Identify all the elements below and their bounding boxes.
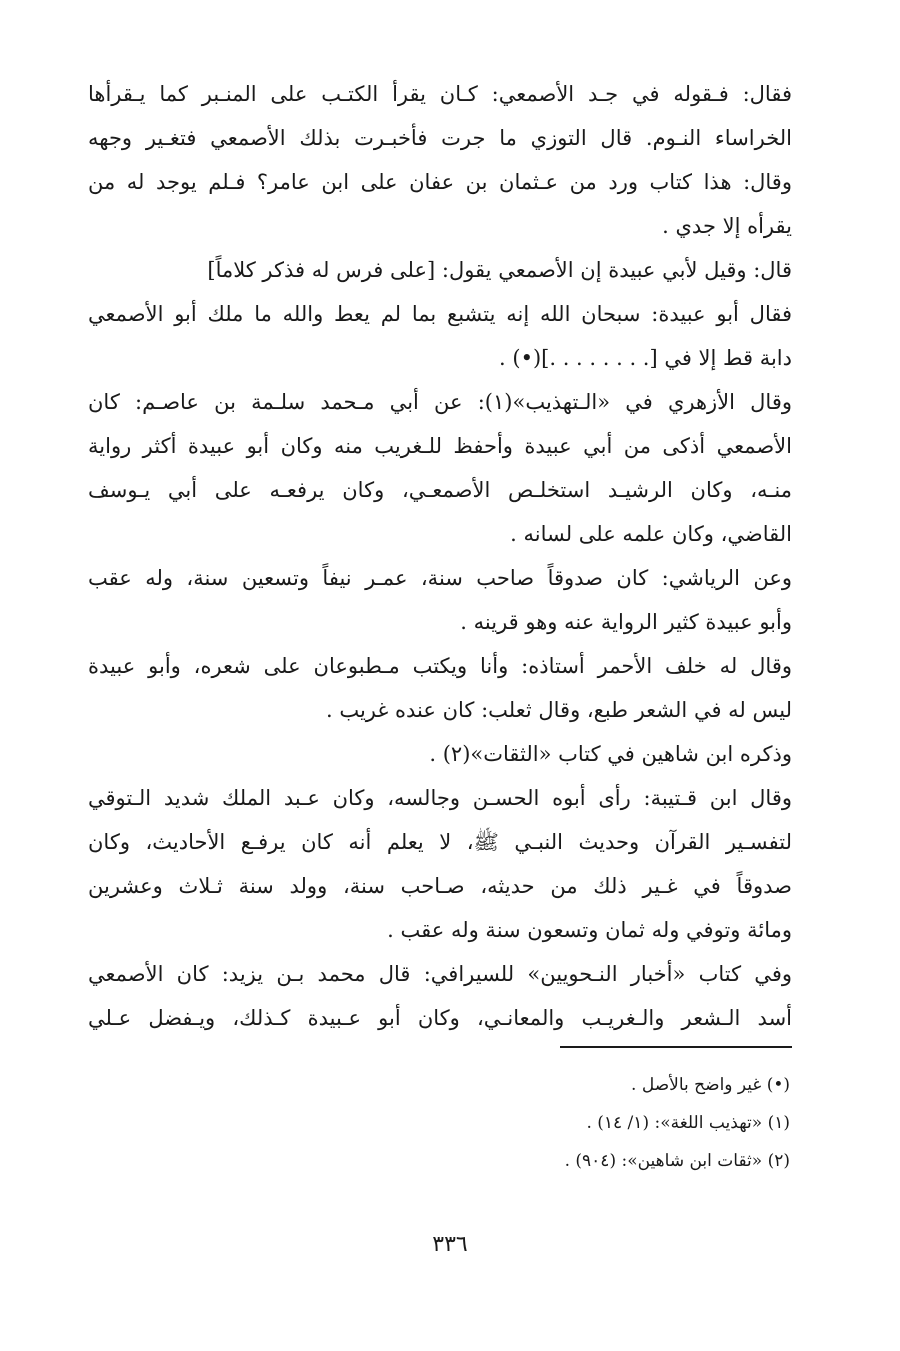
text-line: وذكره ابن شاهين في كتاب «الثقات»(٢) .: [429, 742, 792, 766]
text-line: ومائة وتوفي وله ثمان وتسعون سنة وله عقب .: [387, 918, 792, 942]
paragraph-ibn-shahin: [88, 732, 792, 776]
paragraph-riyashi: [88, 556, 792, 644]
text-line: قال: وقيل لأبي عبيدة إن الأصمعي يقول: [على فرس له فذكر كلاماً]: [207, 258, 792, 282]
footnotes: [290, 1066, 790, 1180]
text-line: وقال ابن قـتيبة: رأى أبوه الحسـن وجالسه، وكان عـبد الملك شديد الـتوقي: [88, 786, 792, 810]
text-line: يقرأه إلا جدي .: [662, 214, 792, 238]
footnote-divider: [560, 1046, 792, 1048]
text-line: القاضي، وكان علمه على لسانه .: [510, 522, 792, 546]
text-line: ليس له في الشعر طبع، وقال ثعلب: كان عنده غريب .: [325, 698, 792, 722]
footnote-unclear: (•) غير واضح بالأصل .: [631, 1075, 790, 1095]
text-line: منـه، وكان الرشيـد استخلـص الأصمعـي، وكان يرفعـه على أبي يـوسف: [88, 478, 792, 502]
text-line: الخراساء النـوم. قال التوزي ما جرت فأخبـرت بذلك الأصمعي فتغـير وجهه: [88, 126, 792, 150]
text-line: أسد الـشعر والـغريـب والمعانـي، وكان أبو عـبيدة كـذلك، ويـفضل عـلي: [88, 1006, 792, 1030]
paragraph-abu-ubaida-question: [88, 248, 792, 292]
text-line: وقال له خلف الأحمر أستاذه: وأنا ويكتب مـطبوعان على شعره، وأبو عبيدة: [88, 654, 792, 678]
text-line: الأصمعي أذكى من أبي عبيدة وأحفظ للـغريب منه وكان أبو عبيدة أكثر رواية: [88, 434, 792, 458]
paragraph-ibn-qutaiba: [88, 776, 792, 952]
paragraph-azhari: [88, 380, 792, 556]
text-line: وعن الرياشي: كان صدوقاً صاحب سنة، عمـر نيفاً وتسعين سنة، وله عقب: [88, 566, 792, 590]
text-line: صدوقاً في غـير ذلك من حديثه، صـاحب سنة، وولد سنة ثـلاث وعشرين: [88, 874, 792, 898]
paragraph-khalaf-ahmar: [88, 644, 792, 732]
text-line: وقال الأزهري في «الـتهذيب»(١): عن أبي مـحمد سلـمة بن عاصـم: كان: [88, 390, 792, 414]
paragraph-sirafi: [88, 952, 792, 1040]
page-number: ٣٣٦: [432, 1232, 468, 1257]
text-line: دابة قط إلا في [. . . . . . . .](•) .: [499, 346, 792, 370]
text-line: فقال أبو عبيدة: سبحان الله إنه يتشبع بما لم يعط والله ما ملك أبو الأصمعي: [88, 302, 792, 326]
text-line: وأبو عبيدة كثير الرواية عنه وهو قرينه .: [460, 610, 792, 634]
text-line: فقال: فـقوله في جـد الأصمعي: كـان يقرأ الكتـب على المنـبر كما يـقرأها: [88, 82, 792, 106]
text-line: لتفسـير القرآن وحديث النبـي ﷺ، لا يعلم أنه كان يرفـع الأحاديث، وكان: [88, 830, 792, 854]
paragraph-asmai-grandfather: [88, 72, 792, 248]
text-line: وقال: هذا كتاب ورد من عـثمان بن عفان على ابن عامر؟ فـلم يوجد له من: [88, 170, 792, 194]
main-text: [88, 72, 792, 1040]
paragraph-abu-ubaida-reply: [88, 292, 792, 380]
text-line: وفي كتاب «أخبار النـحويين» للسيرافي: قال محمد بـن يزيد: كان الأصمعي: [88, 962, 792, 986]
footnote-1: (١) «تهذيب اللغة»: (١/ ١٤) .: [586, 1113, 790, 1133]
footnote-2: (٢) «ثقات ابن شاهين»: (٩٠٤) .: [564, 1151, 790, 1171]
